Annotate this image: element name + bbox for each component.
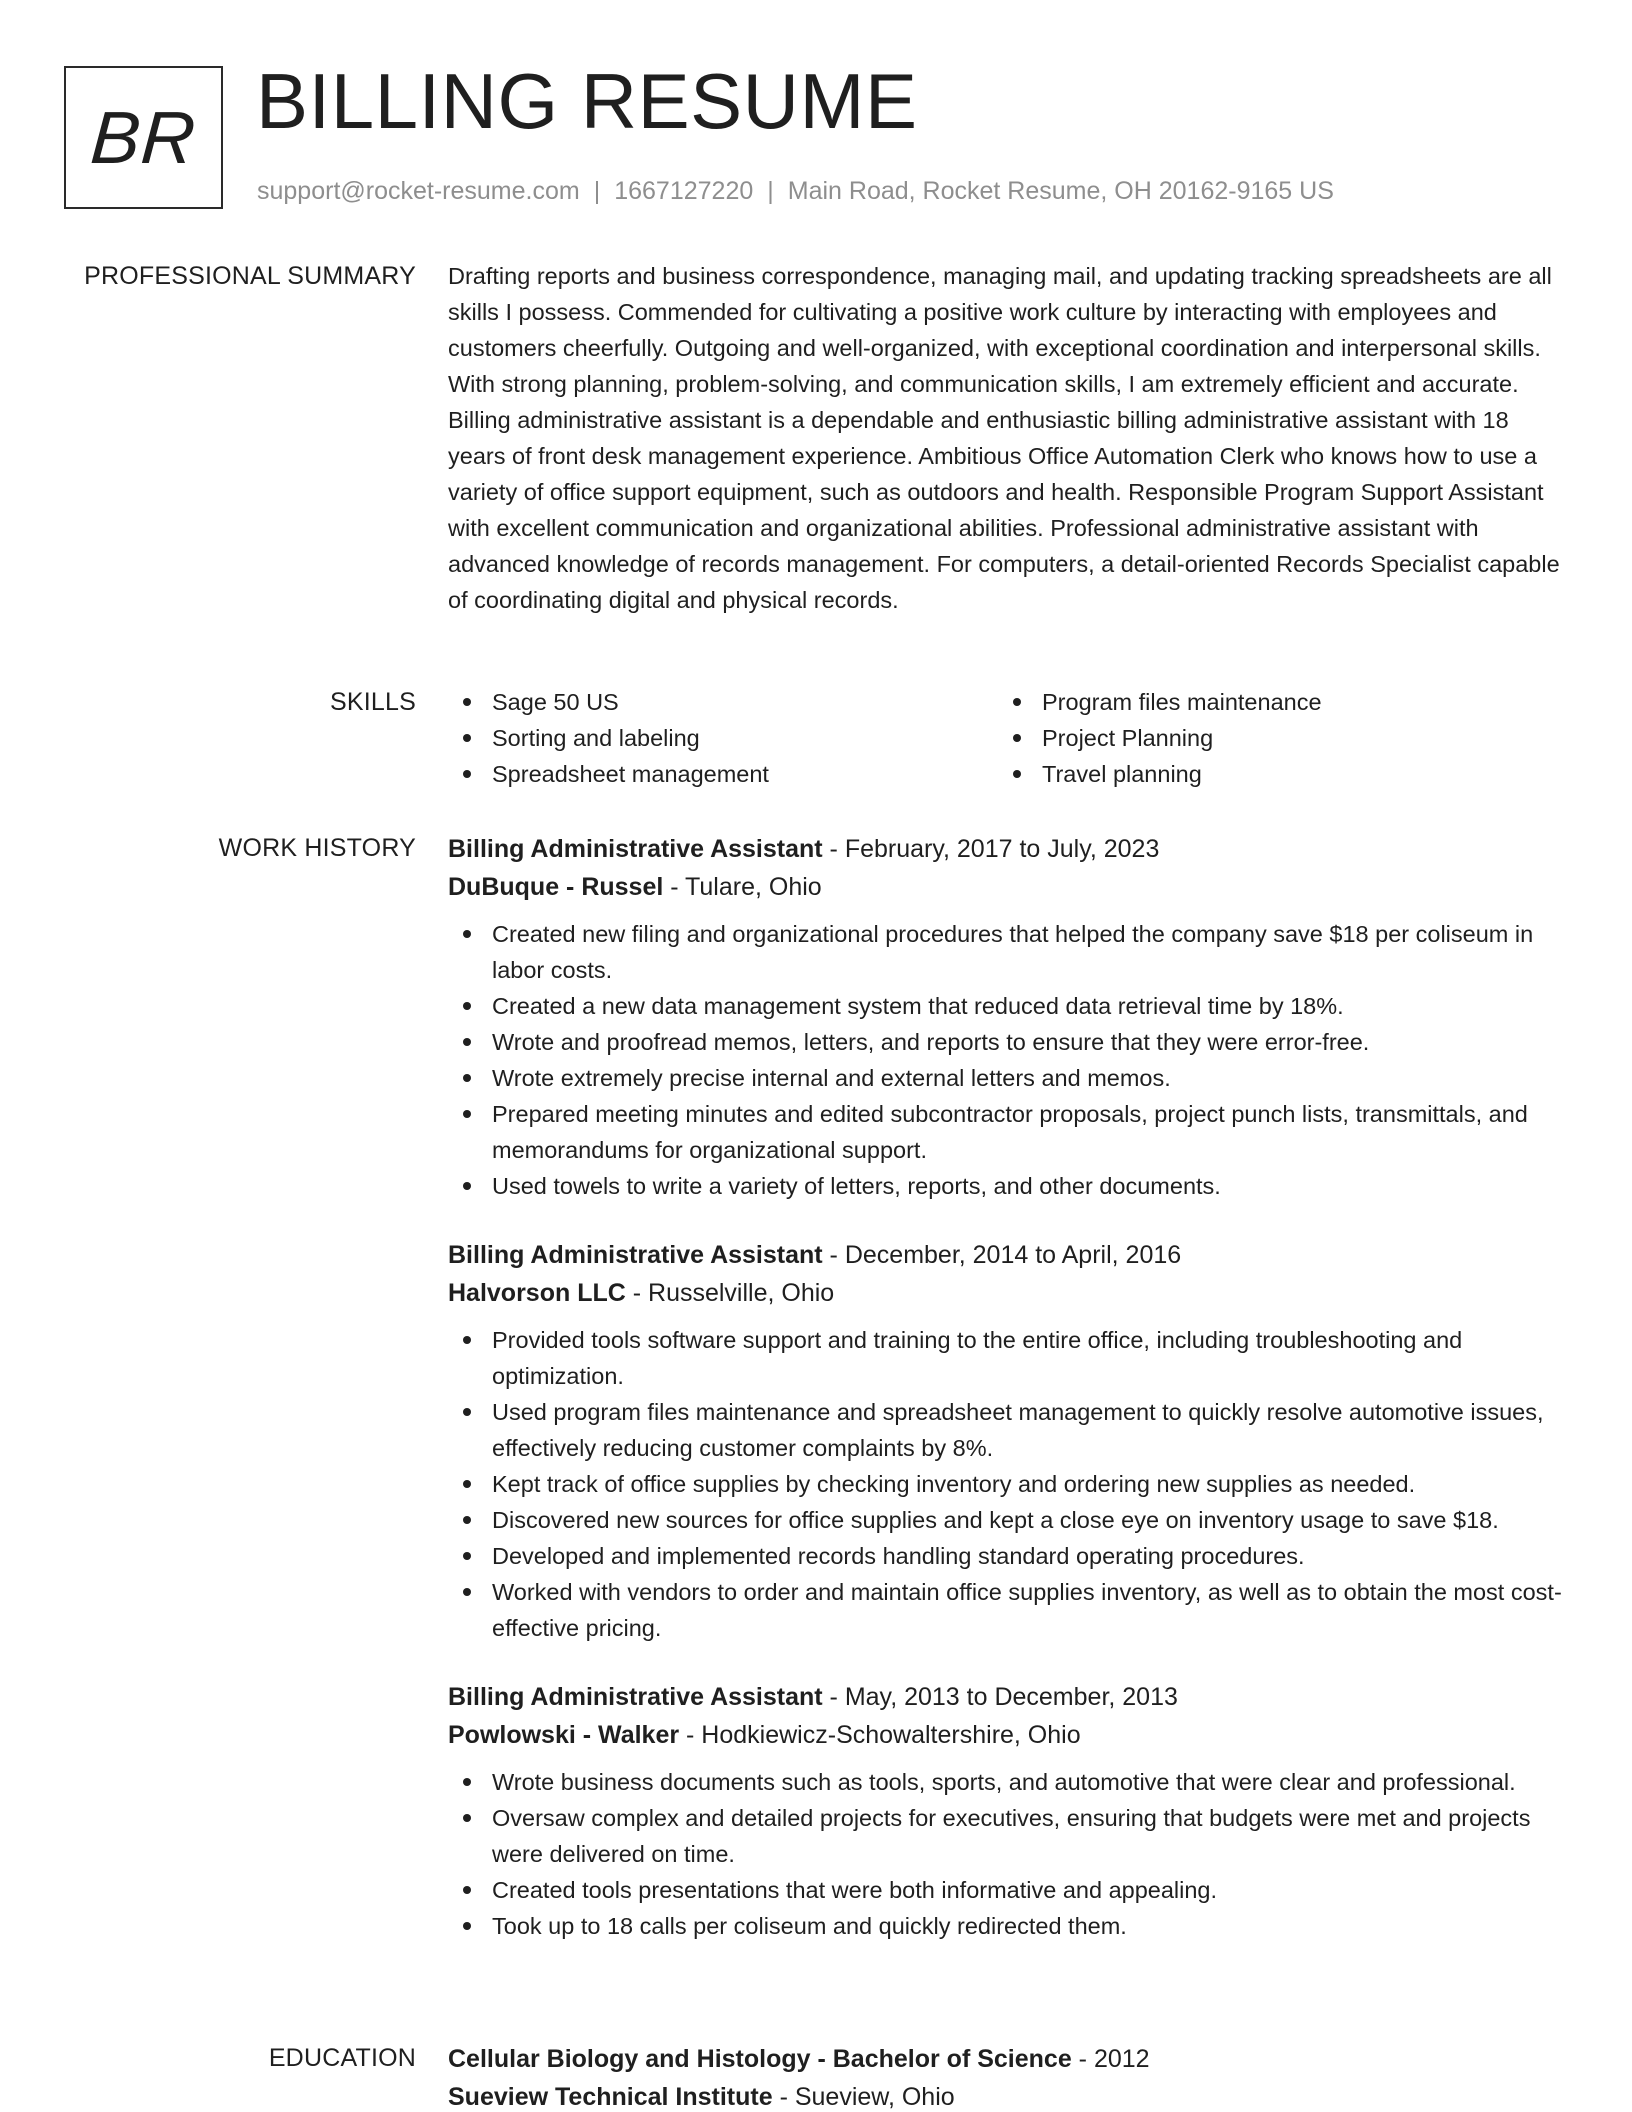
education-year: - 2012 <box>1071 2045 1150 2073</box>
monogram-logo <box>64 66 223 209</box>
job-bullet: Used program files maintenance and spreadsheet management to quickly resolve automotive issues, effectively reducing customer complaints by 8%. <box>448 1394 1568 1466</box>
skill-item: Travel planning <box>998 756 1548 792</box>
job-bullet: Discovered new sources for office supplies and kept a close eye on inventory usage to save $18. <box>448 1502 1568 1538</box>
summary-heading: PROFESSIONAL SUMMARY <box>84 262 416 290</box>
work-history-heading: WORK HISTORY <box>218 834 416 862</box>
job-bullet: Prepared meeting minutes and edited subcontractor proposals, project punch lists, transmittals, and memorandums for organizational support. <box>448 1096 1568 1168</box>
job-company: Powlowski - Walker <box>448 1721 680 1749</box>
job-bullet: Developed and implemented records handling standard operating procedures. <box>448 1538 1568 1574</box>
job-bullet: Provided tools software support and training to the entire office, including troubleshooting and optimization. <box>448 1322 1568 1394</box>
skill-item: Project Planning <box>998 720 1548 756</box>
job-bullet: Wrote business documents such as tools, sports, and automotive that were clear and professional. <box>448 1764 1568 1800</box>
job-bullet: Kept track of office supplies by checking inventory and ordering new supplies as needed. <box>448 1466 1568 1502</box>
job-entry <box>448 830 1568 1204</box>
job-dates: - December, 2014 to April, 2016 <box>822 1241 1182 1269</box>
contact-phone[interactable]: 1667127220 <box>614 177 754 205</box>
job-bullet: Used towels to write a variety of letters, reports, and other documents. <box>448 1168 1568 1204</box>
job-bullet: Created new filing and organizational procedures that helped the company save $18 per coliseum in labor costs. <box>448 916 1568 988</box>
job-title-line <box>448 830 1568 868</box>
job-location: - Tulare, Ohio <box>663 873 822 901</box>
contact-line <box>257 176 1334 206</box>
job-bullets <box>448 1764 1568 1944</box>
education-degree: Cellular Biology and Histology - Bachelor of Science <box>448 2045 1072 2073</box>
job-bullets <box>448 916 1568 1204</box>
job-dates: - February, 2017 to July, 2023 <box>822 835 1160 863</box>
job-title: Billing Administrative Assistant <box>448 1241 823 1269</box>
job-entry <box>448 1236 1568 1646</box>
education-degree-line <box>448 2040 1568 2078</box>
job-company: DuBuque - Russel <box>448 873 664 901</box>
education-location: - Sueview, Ohio <box>772 2083 955 2111</box>
contact-separator: | <box>593 177 601 205</box>
monogram-text: BR <box>88 96 199 179</box>
job-bullets <box>448 1322 1568 1646</box>
skill-item: Program files maintenance <box>998 684 1548 720</box>
job-location: - Hodkiewicz-Schowaltershire, Ohio <box>679 1721 1081 1749</box>
education-body <box>448 2040 1568 2112</box>
contact-separator: | <box>767 177 774 205</box>
skills-list-right <box>998 684 1548 792</box>
job-bullet: Created tools presentations that were both informative and appealing. <box>448 1872 1568 1908</box>
job-bullet: Oversaw complex and detailed projects for executives, ensuring that budgets were met and projects were delivered on time. <box>448 1800 1568 1872</box>
contact-email[interactable]: support@rocket-resume.com <box>257 177 580 205</box>
skills-heading: SKILLS <box>330 688 416 716</box>
summary-text: Drafting reports and business correspondence, managing mail, and updating tracking spreadsheets are all skills I possess. Commended for cultivating a positive work culture by interacting with employees and customers cheerfully. Outgoing and well-organized, with exceptional coordination and interpersonal skills. With strong planning, problem-solving, and communication skills, I am extremely efficient and accurate. Billing administrative assistant is a dependable and enthusiastic billing administrative assistant with 18 years of front desk management experience. Ambitious Office Automation Clerk who knows how to use a variety of office support equipment, such as outdoors and health. Responsible Program Support Assistant with excellent communication and organizational abilities. Professional administrative assistant with advanced knowledge of records management. For computers, a detail-oriented Records Specialist capable of coordinating digital and physical records. <box>448 263 1560 613</box>
job-title-line <box>448 1678 1568 1716</box>
work-history-body <box>448 830 1568 1976</box>
job-dates: - May, 2013 to December, 2013 <box>822 1683 1178 1711</box>
resume-title: BILLING RESUME <box>256 57 918 145</box>
job-location: - Russelville, Ohio <box>625 1279 835 1307</box>
job-title-line <box>448 1236 1568 1274</box>
job-bullet: Wrote extremely precise internal and external letters and memos. <box>448 1060 1568 1096</box>
skills-list-left <box>448 684 998 792</box>
contact-address: Main Road, Rocket Resume, OH 20162-9165 US <box>787 177 1334 205</box>
job-company-line <box>448 1716 1568 1754</box>
job-bullet: Worked with vendors to order and maintain office supplies inventory, as well as to obtain the most cost-effective pricing. <box>448 1574 1568 1646</box>
job-entry <box>448 1678 1568 1944</box>
job-title: Billing Administrative Assistant <box>448 835 823 863</box>
job-company: Halvorson LLC <box>448 1279 626 1307</box>
skills-body <box>448 684 1568 792</box>
skill-item: Sorting and labeling <box>448 720 998 756</box>
education-school: Sueview Technical Institute <box>448 2083 773 2111</box>
job-company-line <box>448 1274 1568 1312</box>
job-bullet: Took up to 18 calls per coliseum and quickly redirected them. <box>448 1908 1568 1944</box>
job-bullet: Wrote and proofread memos, letters, and reports to ensure that they were error-free. <box>448 1024 1568 1060</box>
education-school-line <box>448 2078 1568 2112</box>
job-bullet: Created a new data management system that reduced data retrieval time by 18%. <box>448 988 1568 1024</box>
job-company-line <box>448 868 1568 906</box>
job-title: Billing Administrative Assistant <box>448 1683 823 1711</box>
skill-item: Spreadsheet management <box>448 756 998 792</box>
skill-item: Sage 50 US <box>448 684 998 720</box>
education-heading: EDUCATION <box>268 2044 416 2072</box>
